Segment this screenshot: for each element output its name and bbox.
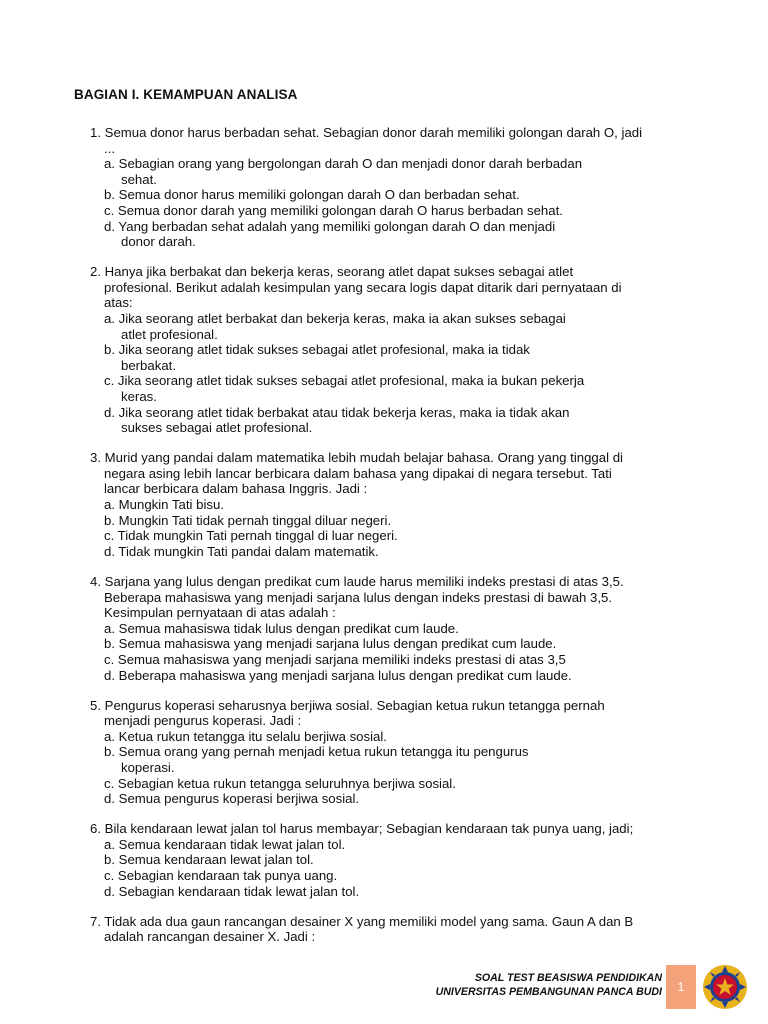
answer-option: c. Semua mahasiswa yang menjadi sarjana memiliki indeks prestasi di atas 3,5 (104, 651, 566, 667)
question-text-continued: Kesimpulan pernyataan di atas adalah : (104, 605, 336, 621)
question-text: 2. Hanya jika berbakat dan bekerja keras, seorang atlet dapat sukses sebagai atlet (90, 264, 574, 280)
question-text: 6. Bila kendaraan lewat jalan tol harus membayar; Sebagian kendaraan tak punya uang, jadi; (90, 821, 634, 837)
answer-option: b. Mungkin Tati tidak pernah tinggal diluar negeri. (104, 512, 392, 528)
question-text-continued: profesional. Berikut adalah kesimpulan yang secara logis dapat ditarik dari pernyataan di (104, 279, 622, 295)
answer-option: a. Mungkin Tati bisu. (104, 497, 224, 513)
question-item (90, 264, 700, 436)
answer-option: a. Semua kendaraan tidak lewat jalan tol. (104, 836, 346, 852)
question-text: 4. Sarjana yang lulus dengan predikat cum laude harus memiliki indeks prestasi di atas 3,5. (90, 573, 624, 589)
question-item (90, 914, 700, 945)
footer-text (436, 971, 662, 999)
answer-option: a. Sebagian orang yang bergolongan darah O dan menjadi donor darah berbadan (104, 156, 583, 172)
question-text-continued: lancar berbicara dalam bahasa Inggris. Jadi : (104, 481, 368, 497)
answer-option: b. Semua orang yang pernah menjadi ketua rukun tetangga itu pengurus (104, 744, 529, 760)
question-text-continued: ... (104, 140, 115, 156)
answer-option: a. Semua mahasiswa tidak lulus dengan predikat cum laude. (104, 620, 459, 636)
answer-option: b. Semua donor harus memiliki golongan darah O dan berbadan sehat. (104, 187, 520, 203)
question-text-continued: negara asing lebih lancar berbicara dalam bahasa yang dipakai di negara tersebut. Tati (104, 465, 612, 481)
footer-line-1: SOAL TEST BEASISWA PENDIDIKAN (474, 972, 662, 984)
answer-option-continued: sehat. (121, 171, 157, 187)
answer-option: c. Tidak mungkin Tati pernah tinggal di luar negeri. (104, 528, 398, 544)
answer-option: d. Sebagian kendaraan tidak lewat jalan tol. (104, 883, 360, 899)
footer-line-2: UNIVERSITAS PEMBANGUNAN PANCA BUDI (435, 986, 662, 998)
question-item (90, 450, 700, 559)
university-emblem-icon (702, 964, 748, 1010)
answer-option-continued: donor darah. (121, 234, 196, 250)
answer-option: c. Jika seorang atlet tidak sukses sebagai atlet profesional, maka ia bukan pekerja (104, 373, 585, 389)
answer-option-continued: keras. (121, 389, 157, 404)
answer-option: c. Sebagian ketua rukun tetangga seluruhnya berjiwa sosial. (104, 775, 456, 791)
question-item (90, 125, 700, 250)
answer-option: d. Tidak mungkin Tati pandai dalam matematik. (104, 543, 379, 559)
answer-option-continued: berbakat. (121, 357, 176, 373)
page-number: 1 (666, 965, 696, 1009)
question-item (90, 698, 700, 807)
answer-option: b. Semua kendaraan lewat jalan tol. (104, 852, 314, 868)
question-item (90, 574, 700, 683)
answer-option-continued: koperasi. (121, 759, 175, 775)
answer-option: d. Beberapa mahasiswa yang menjadi sarjana lulus dengan predikat cum laude. (104, 667, 572, 683)
question-list (90, 125, 700, 959)
question-text-continued: Beberapa mahasiswa yang menjadi sarjana lulus dengan indeks prestasi di bawah 3,5. (104, 589, 613, 605)
answer-option-continued: atlet profesional. (121, 326, 218, 342)
question-text: 3. Murid yang pandai dalam matematika lebih mudah belajar bahasa. Orang yang tinggal di (90, 450, 623, 466)
answer-option: a. Jika seorang atlet berbakat dan bekerja keras, maka ia akan sukses sebagai (104, 311, 566, 327)
answer-option-continued: sukses sebagai atlet profesional. (121, 420, 313, 436)
question-text-continued: menjadi pengurus koperasi. Jadi : (104, 713, 302, 729)
answer-option: d. Jika seorang atlet tidak berbakat atau tidak bekerja keras, maka ia tidak akan (104, 404, 570, 420)
answer-option: a. Ketua rukun tetangga itu selalu berjiwa sosial. (104, 728, 387, 744)
question-text-continued: atas: (104, 295, 133, 311)
question-text: 1. Semua donor harus berbadan sehat. Sebagian donor darah memiliki golongan darah O, jadi (90, 125, 643, 140)
question-item (90, 821, 700, 899)
question-text-continued: adalah rancangan desainer X. Jadi : (104, 929, 316, 945)
answer-option: c. Sebagian kendaraan tak punya uang. (104, 868, 338, 884)
answer-option: d. Semua pengurus koperasi berjiwa sosial. (104, 791, 360, 807)
answer-option: c. Semua donor darah yang memiliki golongan darah O harus berbadan sehat. (104, 202, 563, 218)
section-heading: BAGIAN I. KEMAMPUAN ANALISA (74, 87, 298, 102)
question-text: 5. Pengurus koperasi seharusnya berjiwa sosial. Sebagian ketua rukun tetangga pernah (90, 697, 605, 713)
answer-option: b. Jika seorang atlet tidak sukses sebagai atlet profesional, maka ia tidak (104, 342, 530, 358)
answer-option: b. Semua mahasiswa yang menjadi sarjana lulus dengan predikat cum laude. (104, 636, 557, 652)
answer-option: d. Yang berbadan sehat adalah yang memiliki golongan darah O dan menjadi (104, 218, 556, 234)
question-text: 7. Tidak ada dua gaun rancangan desainer X yang memiliki model yang sama. Gaun A dan B (90, 913, 634, 929)
